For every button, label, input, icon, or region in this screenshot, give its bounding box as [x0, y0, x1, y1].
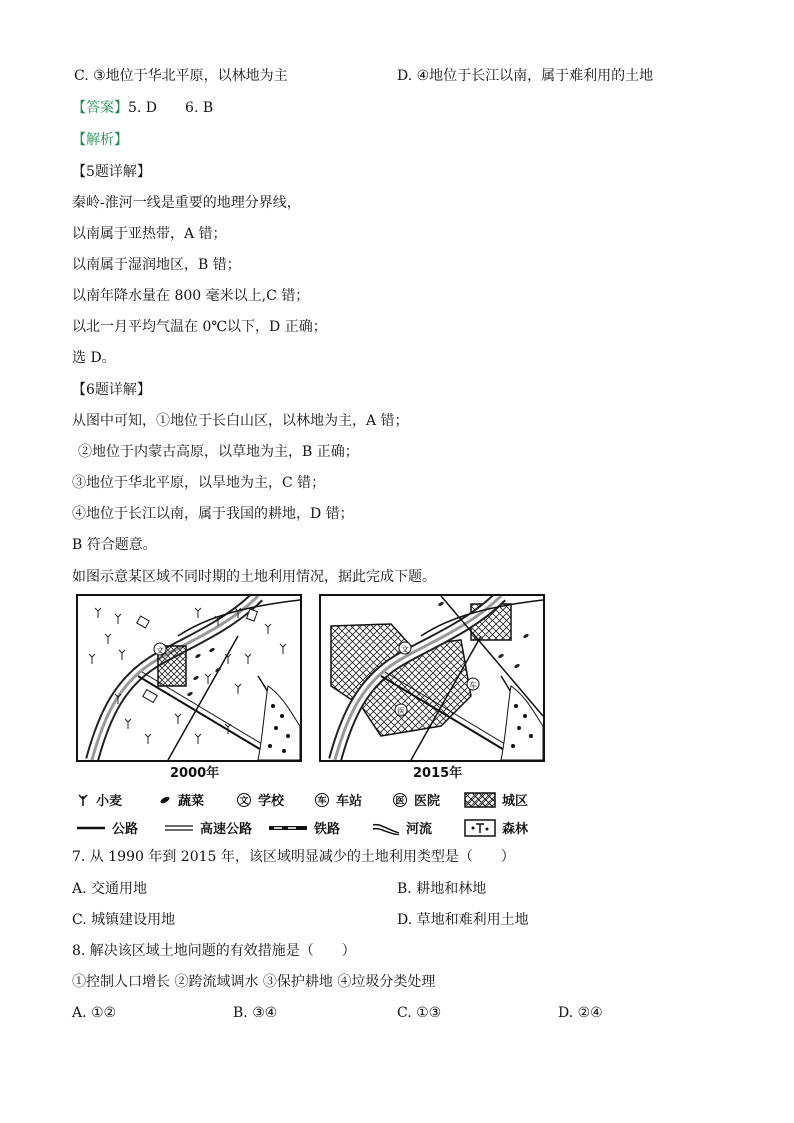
hospital-icon [392, 792, 408, 808]
legend-wheat-label: 小麦 [96, 794, 123, 809]
station-icon [314, 792, 330, 808]
answer-label: 【答案】 [72, 100, 128, 116]
legend-city [464, 790, 528, 809]
legend-road [76, 818, 138, 837]
map-2000-caption: 2000年 [170, 766, 220, 781]
analysis-label: 【解析】 [72, 132, 128, 148]
option-c-prev: C. ③地位于华北平原，以林地为主 [74, 68, 288, 84]
legend-station [314, 790, 362, 809]
legend-school-label: 学校 [258, 794, 285, 809]
legend-vegetable [158, 790, 204, 809]
legend-wheat [76, 790, 122, 809]
q8-option-a[interactable]: A. ①② [72, 1005, 117, 1021]
q8-option-b[interactable]: B. ③④ [233, 1005, 278, 1021]
railway-icon [268, 823, 308, 833]
q8-items: ①控制人口增长 ②跨流域调水 ③保护耕地 ④垃圾分类处理 [72, 974, 436, 990]
q5-line-2: 以南属于亚热带，A 错； [72, 226, 227, 242]
map-2015-school-mark: 文 [401, 645, 409, 654]
legend-hospital-symbol: 医 [395, 796, 405, 806]
answer-text: 5. D 6. B [128, 100, 214, 116]
road-icon [76, 823, 106, 833]
answer-line [72, 99, 213, 117]
q8-option-c[interactable]: C. ①③ [397, 1005, 442, 1021]
highway-icon [164, 823, 194, 833]
legend-river [372, 818, 432, 837]
map-2000-drawing [78, 596, 300, 760]
legend-station-label: 车站 [336, 794, 363, 809]
legend-highway [164, 818, 252, 837]
legend-vegetable-label: 蔬菜 [178, 794, 205, 809]
q6-line-5: B 符合题意。 [72, 537, 157, 553]
legend-school [236, 790, 284, 809]
city-icon [464, 792, 496, 808]
legend-forest [464, 818, 528, 837]
q8-option-d[interactable]: D. ②④ [558, 1005, 603, 1021]
legend-city-label: 城区 [502, 794, 529, 809]
school-icon [236, 792, 252, 808]
legend-highway-label: 高速公路 [200, 822, 253, 837]
q6-title: 【6题详解】 [72, 382, 151, 398]
vegetable-icon [158, 793, 172, 807]
map-2015-station-mark: 车 [469, 681, 477, 690]
q6-line-1: 从图中可知，①地位于长白山区，以林地为主，A 错； [72, 413, 409, 429]
map-2015-caption: 2015年 [413, 766, 463, 781]
legend-road-label: 公路 [112, 822, 139, 837]
river-icon [372, 821, 400, 835]
legend-station-symbol: 车 [317, 796, 327, 806]
legend-forest-label: 森林 [502, 822, 529, 837]
q6-line-2: ②地位于内蒙古高原，以草地为主，B 正确； [78, 444, 359, 460]
map-2015-drawing [321, 596, 543, 760]
q7-option-a[interactable]: A. 交通用地 [72, 881, 148, 897]
q5-line-5: 以北一月平均气温在 0℃以下，D 正确； [72, 319, 327, 335]
q8-stem: 8. 解决该区域土地问题的有效措施是（ ） [72, 943, 356, 959]
legend-hospital [392, 790, 440, 809]
wheat-icon [76, 793, 90, 807]
map-2000 [76, 594, 302, 762]
forest-icon [464, 819, 496, 837]
q5-line-4: 以南年降水量在 800 毫米以上,C 错； [72, 288, 310, 304]
legend-railway-label: 铁路 [314, 822, 341, 837]
q5-title: 【5题详解】 [72, 164, 151, 180]
q7-stem: 7. 从 1990 年到 2015 年，该区域明显减少的土地利用类型是（ ） [72, 849, 515, 865]
q7-option-c[interactable]: C. 城镇建设用地 [72, 912, 176, 928]
q5-line-1: 秦岭-淮河一线是重要的地理分界线， [72, 195, 301, 211]
map-2000-school-mark: 文 [156, 646, 164, 655]
q5-line-6: 选 D。 [72, 350, 116, 366]
q7-option-b[interactable]: B. 耕地和林地 [397, 881, 487, 897]
q7-option-d[interactable]: D. 草地和难利用土地 [397, 912, 529, 928]
map-2015-hospital-mark: 医 [397, 707, 405, 716]
q6-line-3: ③地位于华北平原，以旱地为主，C 错； [72, 475, 326, 491]
legend-hospital-label: 医院 [414, 794, 441, 809]
q6-line-4: ④地位于长江以南，属于我国的耕地，D 错； [72, 506, 354, 522]
map-2015 [319, 594, 545, 762]
option-d-prev: D. ④地位于长江以南，属于难利用的土地 [397, 68, 654, 84]
legend-river-label: 河流 [406, 822, 433, 837]
legend-school-symbol: 文 [239, 796, 249, 806]
legend-railway [268, 818, 340, 837]
q5-line-3: 以南属于湿润地区，B 错； [72, 257, 241, 273]
figure-intro: 如图示意某区域不同时期的土地利用情况，据此完成下题。 [72, 569, 436, 585]
